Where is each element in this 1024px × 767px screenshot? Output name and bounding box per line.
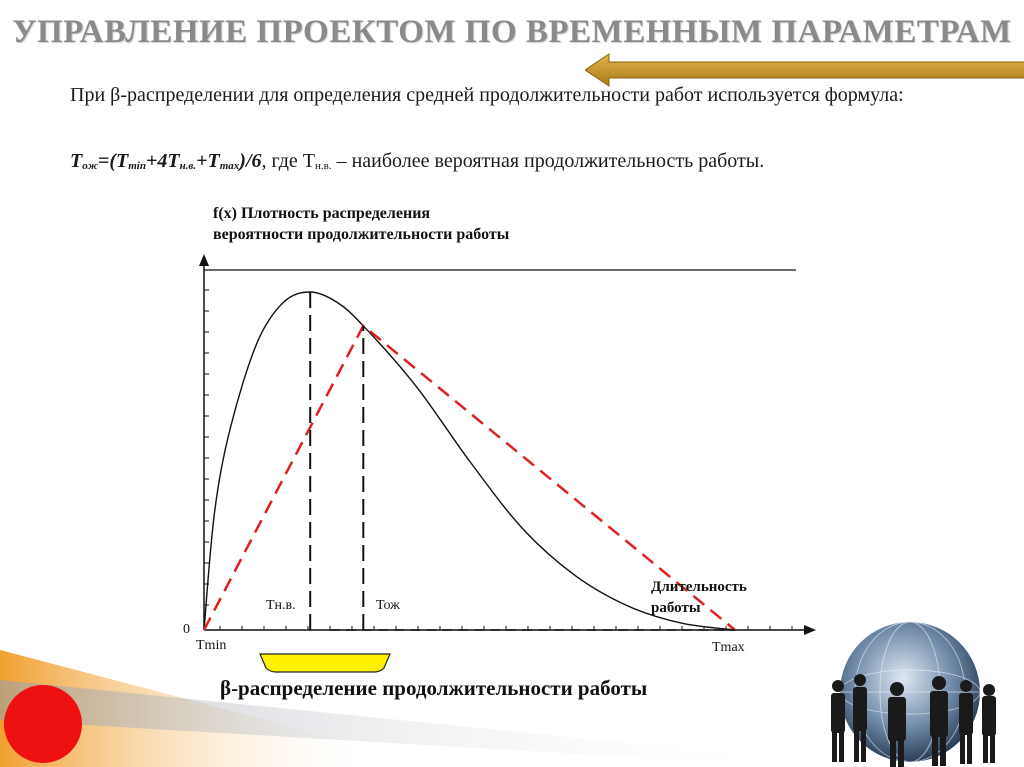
decorative-stripes: [0, 640, 800, 767]
x-axis-label: Длительность работы: [651, 579, 747, 616]
slide-title: УПРАВЛЕНИЕ ПРОЕКТОМ ПО ВРЕМЕННЫМ ПАРАМЕТРАМ: [12, 14, 1012, 50]
y-axis-arrow: [199, 254, 209, 266]
red-circle-icon: [2, 683, 84, 765]
tick-tmax: Tmax: [712, 640, 745, 655]
tick-tnv: Tн.в.: [266, 598, 296, 613]
formula: $T_{ож}=(T_{min}+4T_{н.в.}+T_{max})/6$: [70, 150, 262, 172]
origin-label: 0: [183, 622, 190, 637]
formula-paragraph: $T_{ож}=(T_{min}+4T_{н.в.}+T_{max})/6$, где $T_{н.в.}$ – наиболее вероятная продолжительность работы.: [70, 150, 765, 172]
tick-tmin: Tmin: [196, 638, 227, 653]
intro-paragraph: При β-распределении для определения средней продолжительности работ используется формула:: [70, 84, 904, 106]
chart-caption: β-распределение продолжительности работы: [220, 676, 648, 700]
y-axis-label: f(x) Плотность распределения вероятности продолжительности работы: [213, 205, 510, 243]
tick-toj: Тож: [376, 598, 400, 613]
globe-businesspeople-icon: [800, 610, 1024, 767]
